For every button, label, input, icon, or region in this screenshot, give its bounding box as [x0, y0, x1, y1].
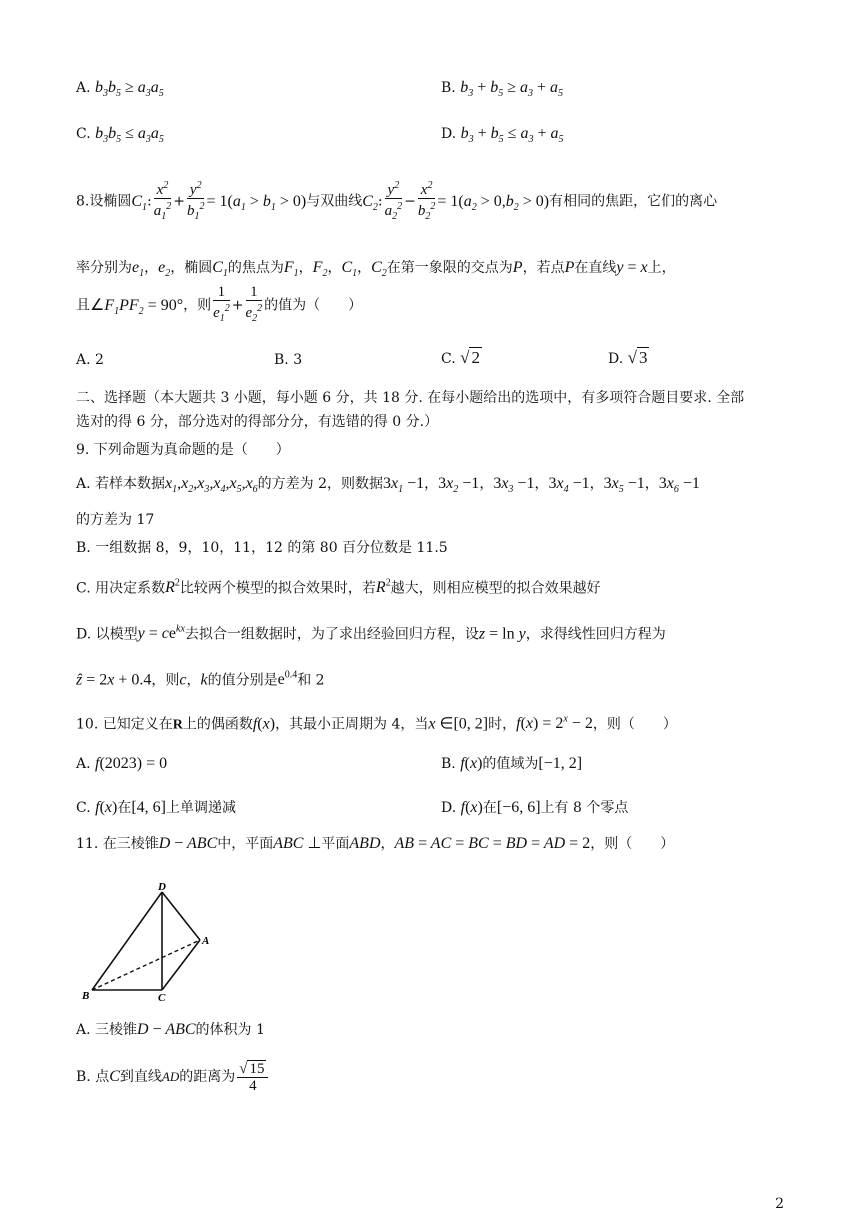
q10-option-d: D. f(x)在[−6, 6]上有 8 个零点 — [441, 799, 629, 816]
q8-line-3: 且$\angle F_1PF_2 = 90^\circ$，则 $\frac{1}{e_1^2}$ + $\frac{1}{e_2^2}$ 的值为（ ） — [76, 284, 363, 324]
tetrahedron-diagram — [78, 880, 218, 1004]
q9-option-a-line-2: 的方差为 17 — [76, 512, 155, 528]
q10-option-b: B. f(x)的值域为[−1, 2] — [441, 755, 583, 772]
q9-option-b: B. 一组数据 8，9，10，11，12 的第 80 百分位数是 11.5 — [76, 540, 448, 556]
q11-option-a: A. 三棱锥D − ABC的体积为 1 — [76, 1021, 265, 1038]
q7-option-b: B. $b_3 + b_5 \ge a_3 + a_5$ — [441, 79, 564, 100]
q8-line-1: 8.设椭圆$C_1$: $\frac{x^2}{a_1^2}$ + $\frac{y^2}{b_1^2}$ = $1(a_1 > b_1 > 0)$与双曲线$C_2$: $\frac{y^2}{a_2^2}$ − $\frac{x^2}{b_2^2}$ = $1(a_2 > 0,b_2 > 0)$有相同的焦距，它们的离心 — [76, 180, 718, 222]
q8-line-2: 率分别为$e_1$，$e_2$，椭圆$C_1$的焦点为$F_1$，$F_2$，$C_1$，$C_2$在第一象限的交点为P，若点P在直线y = x上， — [76, 259, 676, 280]
edge-db — [92, 892, 162, 990]
q8-option-d: D. √ 3 — [608, 348, 648, 367]
q9-option-c: C. 用决定系数$R^2$比较两个模型的拟合效果时，若$R^2$越大，则相应模型的拟合效果越好 — [76, 578, 601, 597]
page-number: 2 — [775, 1196, 784, 1212]
q7-option-a: A. $b_3b_5 \ge a_3a_5$ — [76, 79, 164, 100]
edge-ca — [162, 940, 200, 990]
section-2-heading-line-1: 二、选择题（本大题共 3 小题，每小题 6 分，共 18 分. 在每小题给出的选项中，有多项符合题目要求. 全部 — [76, 390, 745, 406]
label-d: D — [158, 881, 166, 893]
q8-option-a: A. 2 — [76, 352, 104, 368]
q9-stem: 9. 下列命题为真命题的是（ ） — [76, 442, 290, 458]
q10-option-a: A. f(2023) = 0 — [76, 755, 168, 772]
q8-option-b: B. 3 — [274, 352, 303, 368]
q10-option-c: C. f(x)在[4, 6]上单调递减 — [76, 799, 236, 816]
label-b: B — [82, 990, 90, 1002]
edge-ba-hidden — [92, 940, 200, 990]
q10-stem: 10. 已知定义在R上的偶函数f(x)，其最小正周期为 4，当x ∈[0, 2]时，$f(x) = 2^x - 2$，则（ ） — [76, 714, 677, 733]
q11-option-b: B. 点C到直线AD的距离为 $\frac{√ 15}{4}$ — [76, 1060, 270, 1094]
q11-stem: 11. 在三棱锥D − ABC中，平面ABC ⊥平面ABD，AB = AC = BC = BD = AD = 2，则（ ） — [76, 835, 675, 852]
q9-option-a-line-1: A. 若样本数据$x_1,x_2,x_3,x_4,x_5,x_6$的方差为 2，则数据$3x_1 -1$，$3x_2 -1$，$3x_3 -1$，$3x_4 -1$，$3x_5 -1$，$3x_6 -1$ — [76, 475, 700, 496]
q9-option-d-line-1: D. 以模型$y = ce^{kx}$去拟合一组数据时，为了求出经验回归方程，设z = ln y，求得线性回归方程为 — [76, 624, 666, 643]
label-c: C — [158, 992, 166, 1004]
section-2-heading-line-2: 选对的得 6 分，部分选对的得部分分，有选错的得 0 分.） — [76, 414, 439, 430]
label-a: A — [202, 935, 210, 947]
q7-option-c: C. $b_3b_5 \le a_3a_5$ — [76, 125, 164, 146]
q8-option-c: C. √ 2 — [441, 348, 480, 367]
edge-da — [162, 892, 200, 940]
q7-option-d: D. $b_3 + b_5 \le a_3 + a_5$ — [441, 125, 564, 146]
q9-option-d-line-2: ẑ = 2x + 0.4，则c，k的值分别是$e^{0.4}$和 2 — [76, 670, 325, 689]
